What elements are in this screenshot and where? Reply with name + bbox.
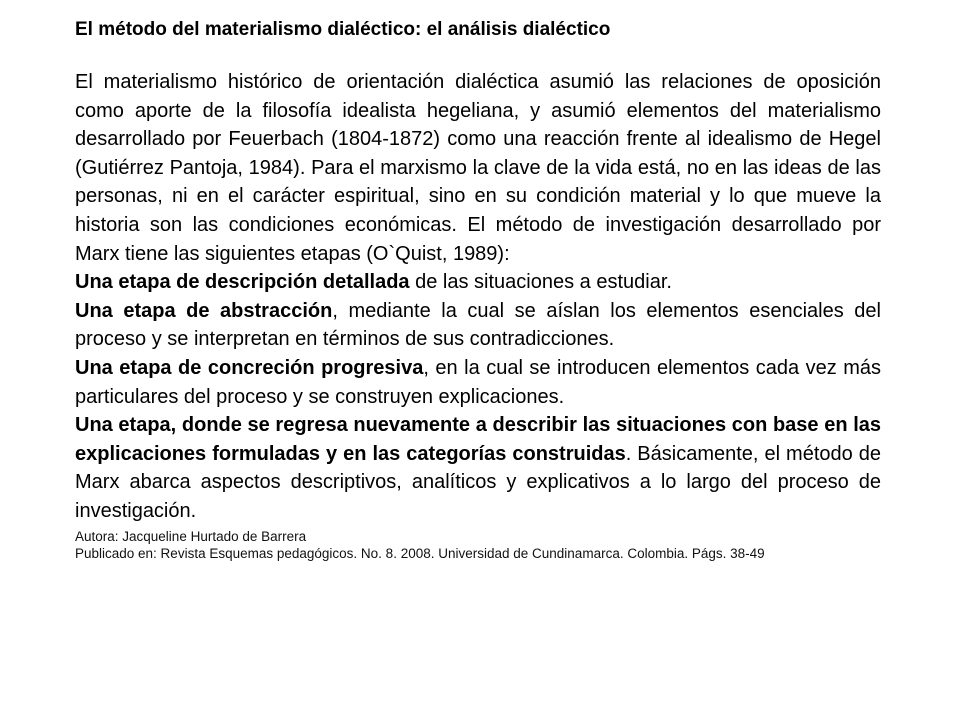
- document-title: El método del materialismo dialéctico: el análisis dialéctico: [75, 19, 611, 40]
- stage-2-heading: Una etapa de abstracción: [75, 299, 333, 322]
- document-page: [75, 16, 881, 562]
- stage-1-text: de las situaciones a estudiar.: [409, 271, 672, 294]
- stage-1-heading: Una etapa de descripción detallada: [75, 271, 410, 294]
- stage-3-text: , en la cual se introducen elementos cada vez más particulares del proceso y se construyen explicaciones.: [75, 356, 882, 408]
- stage-paragraph-1: [75, 268, 881, 297]
- intro-paragraph: El materialismo histórico de orientación dialéctica asumió las relaciones de oposición como aporte de la filosofía idealista hegeliana, y asumió elementos del materialismo desarrollado por Feuerbach (1804-1872) como una reacción frente al idealismo de Hegel (Gutiérrez Pantoja, 1984). Para el marxismo la clave de la vida está, no en las ideas de las personas, ni en el carácter espiritual, sino en su condición material y lo que mueve la historia son las condiciones económicas. El método de investigación desarrollado por Marx tiene las siguientes etapas (O`Quist, 1989):: [75, 71, 881, 265]
- stage-4-text: . Básicamente, el método de Marx abarca aspectos descriptivos, analíticos y explicativos a lo largo del proceso de investigación.: [75, 442, 882, 522]
- stage-2-text: , mediante la cual se aíslan los elementos esenciales del proceso y se interpretan en términos de sus contradicciones.: [75, 299, 881, 351]
- stage-3-heading: Una etapa de concreción progresiva: [75, 356, 424, 379]
- stage-paragraph-4: [75, 411, 881, 525]
- stage-4-heading: Una etapa, donde se regresa nuevamente a describir las situaciones con base en las explicaciones formuladas y en las categorías construidas: [75, 414, 881, 465]
- publication-credit: Publicado en: Revista Esquemas pedagógicos. No. 8. 2008. Universidad de Cundinamarca. Colombia. Págs. 38-49: [75, 545, 765, 561]
- author-credit: Autora: Jacqueline Hurtado de Barrera: [75, 528, 307, 544]
- stage-paragraph-2: [75, 297, 881, 354]
- stage-paragraph-3: [75, 354, 881, 411]
